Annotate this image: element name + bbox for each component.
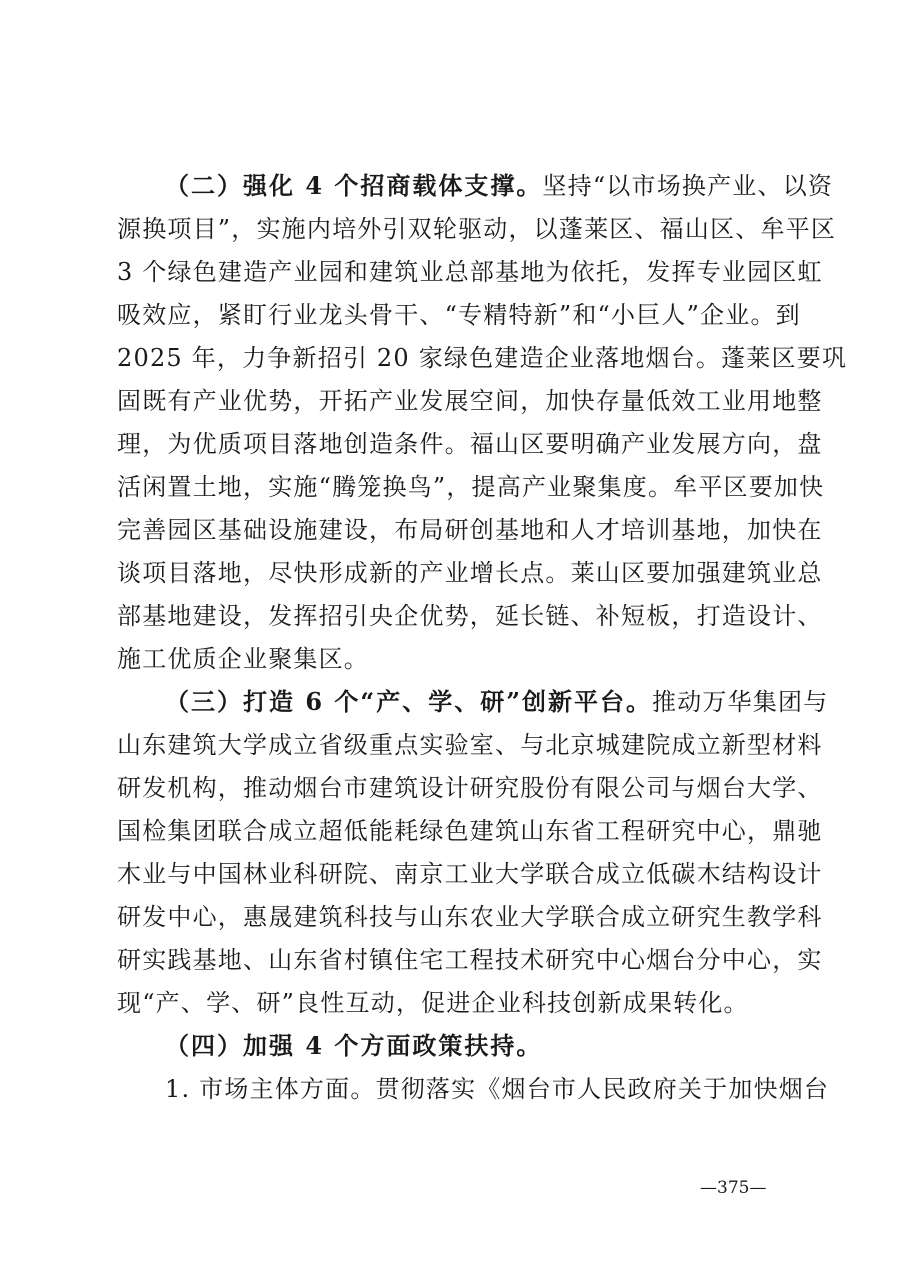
section3-line-1: 山东建筑大学成立省级重点实验室、与北京城建院成立新型材料 [117, 731, 823, 759]
section2-line-8: 完善园区基础设施建设，布局研创基地和人才培训基地，加快在 [117, 516, 823, 544]
section2-heading: （二）强化 4 个招商载体支撑。 [165, 171, 543, 200]
section3-line-4: 木业与中国林业科研院、南京工业大学联合成立低碳木结构设计 [117, 860, 823, 888]
section3-line-5: 研发中心，惠晟建筑科技与山东农业大学联合成立研究生教学科 [117, 903, 823, 931]
section3-line-6: 研实践基地、山东省村镇住宅工程技术研究中心烟台分中心，实 [117, 946, 823, 974]
section2-first-line [165, 168, 845, 204]
section2-line-3: 吸效应，紧盯行业龙头骨干、“专精特新”和“小巨人”企业。到 [117, 301, 801, 329]
section3-heading: （三）打造 6 个“产、学、研”创新平台。 [165, 687, 653, 716]
section2-line-11: 施工优质企业聚集区。 [117, 645, 369, 673]
section2-line-0: 坚持“以市场换产业、以资 [542, 172, 834, 200]
section3-line-7: 现“产、学、研”良性互动，促进企业科技创新成果转化。 [117, 989, 749, 1017]
section2-line-1: 源换项目”，实施内培外引双轮驱动，以蓬莱区、福山区、牟平区 [117, 215, 837, 243]
item1-line: 1. 市场主体方面。贯彻落实《烟台市人民政府关于加快烟台 [165, 1075, 830, 1103]
section2-line-4: 2025 年，力争新招引 20 家绿色建造企业落地烟台。蓬莱区要巩 [117, 344, 848, 372]
section4-heading: （四）加强 4 个方面政策扶持。 [165, 1031, 543, 1060]
section2-line-9: 谈项目落地，尽快形成新的产业增长点。莱山区要加强建筑业总 [117, 559, 823, 587]
section3-first-line [165, 684, 845, 720]
section3-line-3: 国检集团联合成立超低能耗绿色建筑山东省工程研究中心，鼎驰 [117, 817, 823, 845]
section2-line-10: 部基地建设，发挥招引央企优势，延长链、补短板，打造设计、 [117, 602, 823, 630]
section2-line-6: 理，为优质项目落地创造条件。福山区要明确产业发展方向，盘 [117, 430, 823, 458]
section3-line-0: 推动万华集团与 [652, 688, 829, 716]
section2-line-5: 固既有产业优势，开拓产业发展空间，加快存量低效工业用地整 [117, 387, 823, 415]
page-number: —375— [700, 1178, 767, 1198]
section2-line-7: 活闲置土地，实施“腾笼换鸟”，提高产业聚集度。牟平区要加快 [117, 473, 825, 501]
section2-line-2: 3 个绿色建造产业园和建筑业总部基地为依托，发挥专业园区虹 [117, 258, 823, 286]
section3-line-2: 研发机构，推动烟台市建筑设计研究股份有限公司与烟台大学、 [117, 774, 823, 802]
